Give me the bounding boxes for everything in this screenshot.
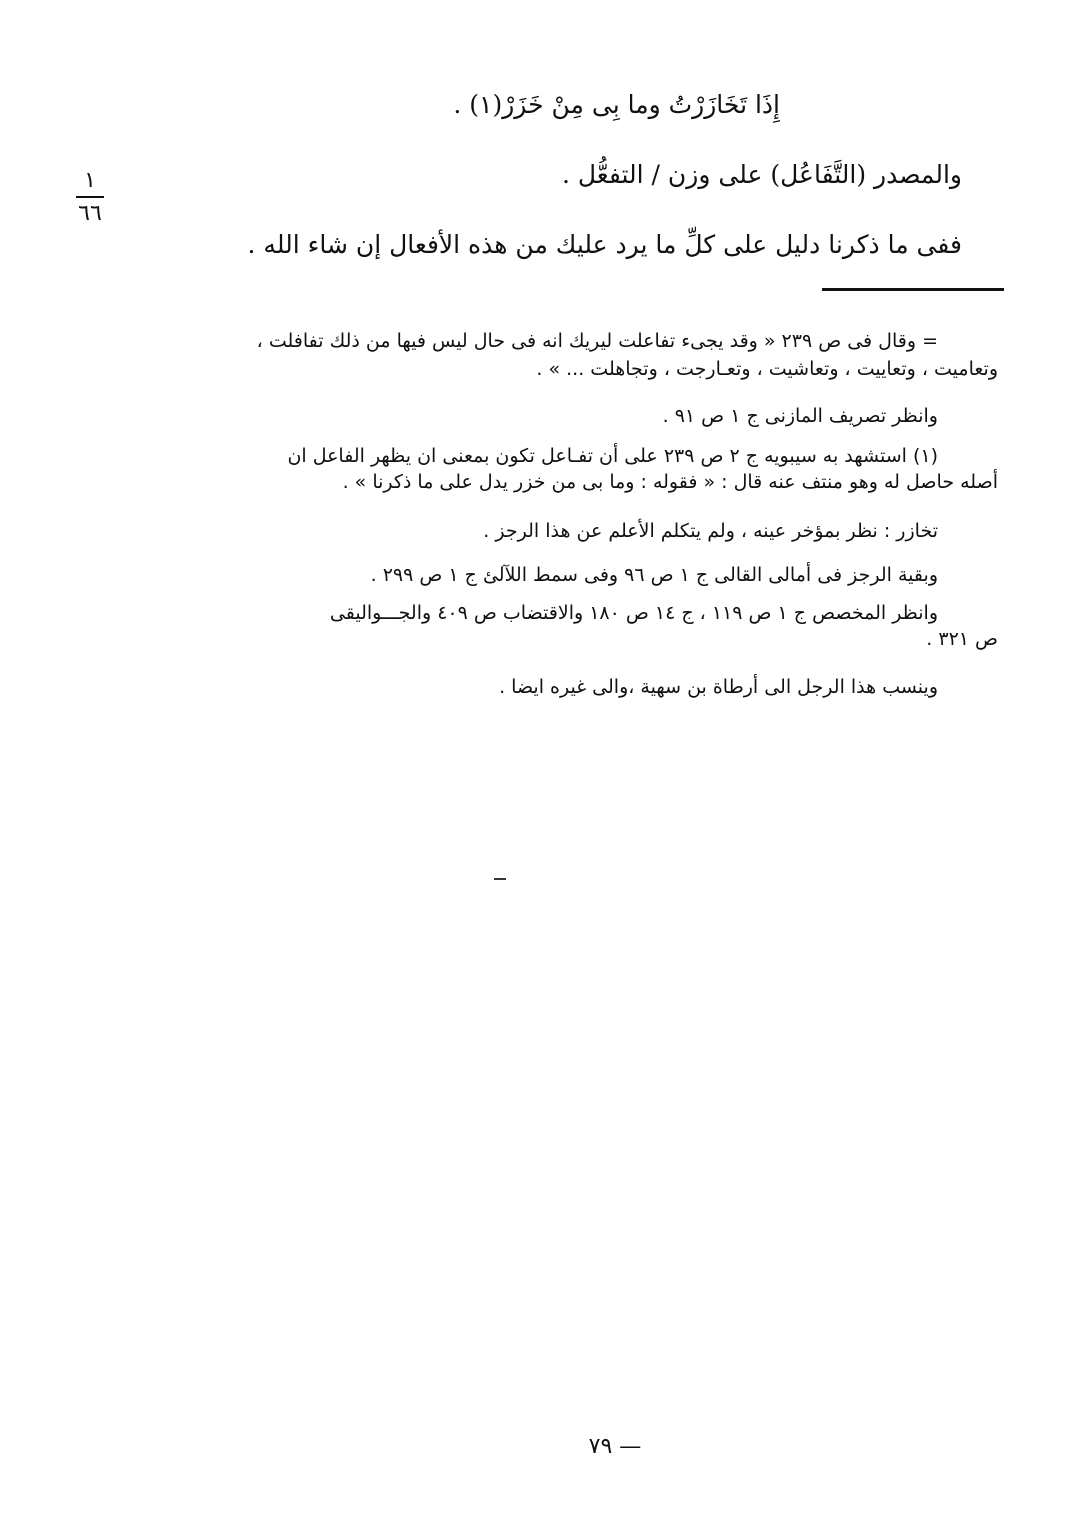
- footnote-line: وينسب هذا الرجل الى أرطاة بن سهية ،والى غيره ايضا .: [499, 676, 938, 698]
- footnote-line: = وقال فى ص ٢٣٩ « وقد يجىء تفاعلت ليريك انه فى حال ليس فيها من ذلك تفافلت ،: [256, 330, 938, 352]
- footnote-line: أصله حاصل له وهو منتف عنه قال : « فقوله : وما بى من خزر يدل على ما ذكرنا » .: [342, 471, 998, 493]
- poetic-verse: إِذَا تَخَازَرْتُ وما بِى مِنْ خَزَرْ(١) .: [453, 90, 780, 119]
- page-number: — ٧٩: [588, 1434, 642, 1459]
- folio-page: ٦٦: [78, 201, 102, 226]
- footnote-line: ص ٣٢١ .: [926, 628, 998, 650]
- footnote-line: وانظر تصريف المازنى ج ١ ص ٩١ .: [662, 405, 938, 427]
- manuscript-folio-reference: [70, 168, 110, 226]
- closing-line: ففى ما ذكرنا دليل على كلِّ ما يرد عليك من هذه الأفعال إن شاء الله .: [247, 230, 962, 259]
- masdar-line: والمصدر (التَّفَاعُل) على وزن / التفعُّل .: [561, 160, 962, 189]
- folio-divider: [76, 196, 104, 198]
- folio-number: ١: [84, 168, 96, 193]
- footnote-separator: [822, 288, 1004, 291]
- footnote-line: وتعاميت ، وتعاييت ، وتعاشيت ، وتعـارجت ، وتجاهلت ... » .: [536, 358, 998, 380]
- scan-mark: [494, 878, 506, 880]
- footnote-line: (١) استشهد به سيبويه ج ٢ ص ٢٣٩ على أن تفـاعل تكون بمعنى ان يظهر الفاعل ان: [287, 445, 938, 467]
- footnote-line: وبقية الرجز فى أمالى القالى ج ١ ص ٩٦ وفى سمط اللآلئ ج ١ ص ٢٩٩ .: [370, 564, 938, 586]
- footnote-line: وانظر المخصص ج ١ ص ١١٩ ، ج ١٤ ص ١٨٠ والاقتضاب ص ٤٠٩ والجـــواليقى: [329, 602, 938, 624]
- footnote-line: تخازر : نظر بمؤخر عينه ، ولم يتكلم الأعلم عن هذا الرجز .: [483, 520, 938, 542]
